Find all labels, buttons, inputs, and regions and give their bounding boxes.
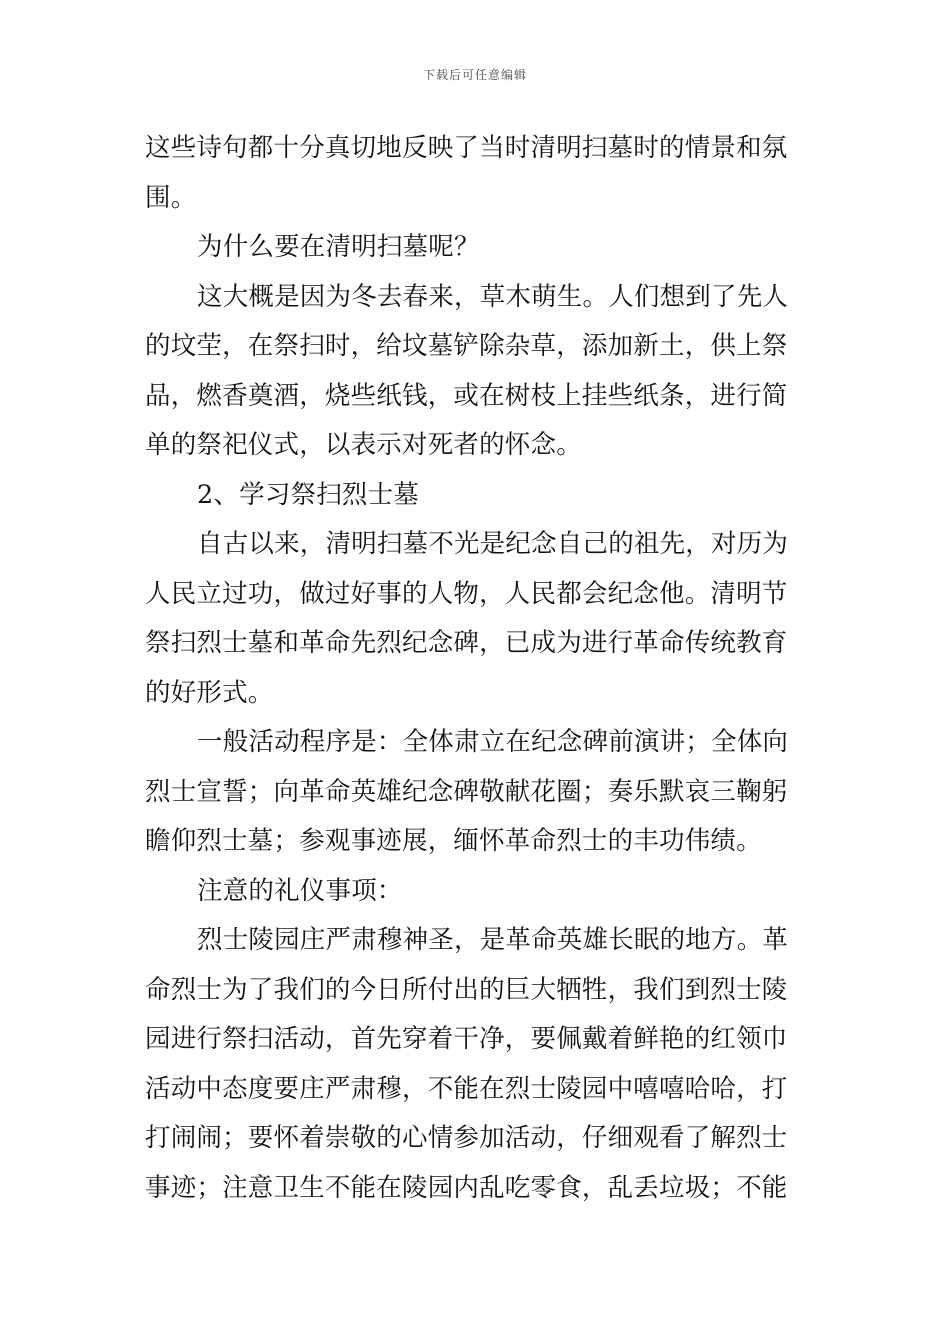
text-line: 人民立过功，做过好事的人物，人民都会纪念他。清明节 bbox=[145, 578, 788, 609]
text-line: 2、学习祭扫烈士墓 bbox=[197, 479, 420, 510]
paragraph bbox=[145, 273, 807, 471]
text-line: 为什么要在清明扫墓呢？ bbox=[197, 232, 480, 262]
page-header: 下载后可任意编辑 bbox=[422, 68, 527, 82]
text-line: 命烈士为了我们的今日所付出的巨大牺牲，我们到烈士陵 bbox=[145, 974, 788, 1005]
text-line: 单的祭祀仪式，以表示对死者的怀念。 bbox=[145, 430, 582, 460]
text-line: 品，燃香奠酒，烧些纸钱，或在树枝上挂些纸条，进行简 bbox=[145, 380, 788, 411]
text-line: 祭扫烈士墓和革命先烈纪念碑，已成为进行革命传统教育 bbox=[145, 628, 788, 658]
text-line: 烈士陵园庄严肃穆神圣，是革命英雄长眠的地方。革 bbox=[197, 925, 789, 955]
text-line: 围。 bbox=[145, 182, 197, 213]
text-line: 打闹闹；要怀着崇敬的心情参加活动，仔细观看了解烈士 bbox=[145, 1123, 788, 1153]
text-line: 烈士宣誓；向革命英雄纪念碑敬献花圈；奏乐默哀三鞠躬 bbox=[145, 776, 788, 807]
paragraph bbox=[145, 718, 807, 867]
text-line: 活动中态度要庄严肃穆，不能在烈士陵园中嘻嘻哈哈，打 bbox=[145, 1073, 788, 1104]
text-line: 注意的礼仪事项： bbox=[197, 875, 403, 906]
text-line: 瞻仰烈士墓；参观事迹展，缅怀革命烈士的丰功伟绩。 bbox=[145, 826, 762, 856]
paragraph bbox=[145, 867, 807, 917]
text-line: 这大概是因为冬去春来，草木萌生。人们想到了先人 bbox=[197, 281, 789, 312]
text-line: 的好形式。 bbox=[145, 677, 274, 708]
document-body bbox=[145, 124, 807, 1213]
text-line: 一般活动程序是：全体肃立在纪念碑前演讲；全体向 bbox=[197, 727, 789, 757]
text-line: 的坟茔，在祭扫时，给坟墓铲除杂草，添加新土，供上祭 bbox=[145, 331, 788, 361]
section-heading bbox=[145, 471, 807, 521]
paragraph bbox=[145, 916, 807, 1213]
paragraph bbox=[145, 520, 807, 718]
paragraph bbox=[145, 124, 807, 223]
text-line: 自古以来，清明扫墓不光是纪念自己的祖先，对历为 bbox=[197, 529, 789, 559]
text-line: 这些诗句都十分真切地反映了当时清明扫墓时的情景和氛 bbox=[145, 133, 788, 163]
text-line: 事迹；注意卫生不能在陵园内乱吃零食，乱丢垃圾；不能 bbox=[145, 1172, 788, 1203]
text-line: 园进行祭扫活动，首先穿着干净，要佩戴着鲜艳的红领巾 bbox=[145, 1024, 788, 1054]
paragraph bbox=[145, 223, 807, 273]
